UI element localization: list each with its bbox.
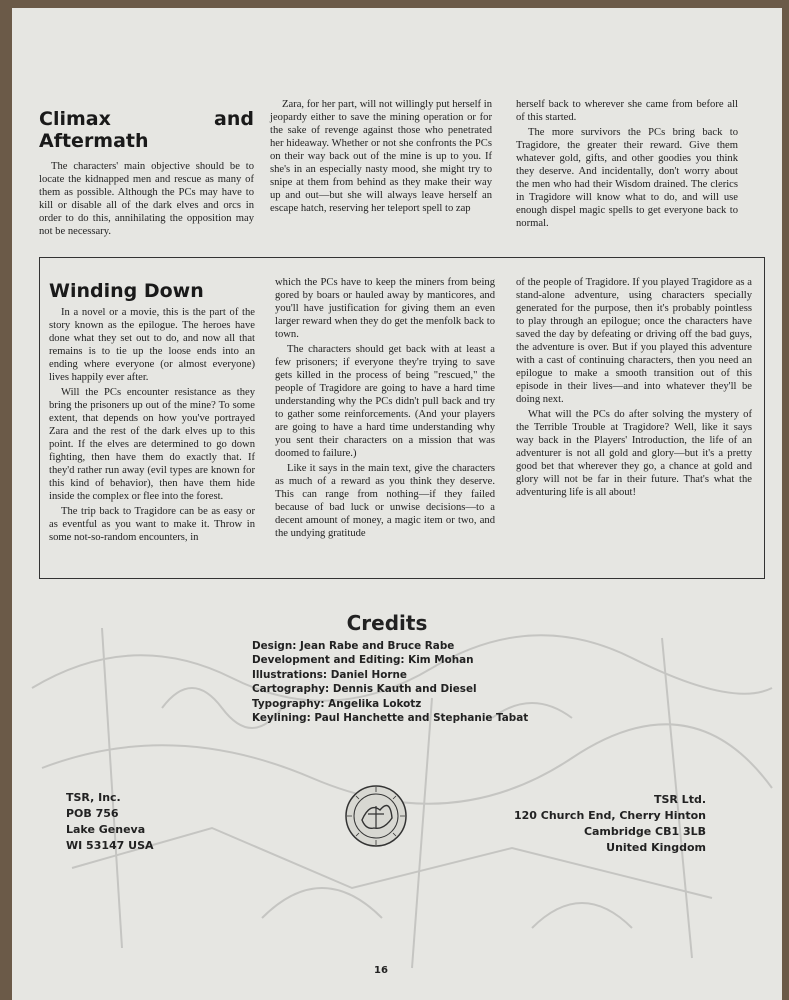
address-line: 120 Church End, Cherry Hinton: [513, 809, 706, 822]
paragraph: The trip back to Tragidore can be as easy or as eventful as you want to make it. Throw in some not-so-random encounters, in: [49, 506, 255, 543]
address-line: TSR Ltd.: [653, 793, 706, 806]
credit-line: Cartography: Dennis Kauth and Diesel: [252, 683, 477, 695]
address-line: United Kingdom: [606, 841, 706, 854]
address-line: TSR, Inc.: [66, 791, 121, 804]
credit-line: Keylining: Paul Hanchette and Stephanie Tabat: [252, 712, 529, 724]
address-line: Lake Geneva: [66, 823, 146, 836]
winding-heading: Winding Down: [49, 280, 204, 302]
winding-col-3: [516, 276, 752, 501]
climax-col-2: [270, 98, 492, 217]
climax-heading: Climax and Aftermath: [39, 108, 254, 152]
paragraph: The characters' main objective should be to locate the kidnapped men and rescue as many of them as possible. Although the PCs may have to kill or disable all of the dark elves and orcs in order to do this, annihilating the opposition may not be necessary.: [39, 161, 254, 237]
paragraph: What will the PCs do after solving the mystery of the Terrible Trouble at Tragidore? Well, like it says way back in the Players' Introduction, the life of an adventurer is not all gold and glory—but it's a pretty good bet that wherever they go, a chance at gold and glory will not be far in their future. That's what the adventuring life is all about!: [516, 409, 752, 498]
paragraph: herself back to wherever she came from before all of this started.: [516, 99, 738, 123]
paragraph: Like it says in the main text, give the characters as much of a reward as you think they deserve. This can range from nothing—if they failed because of bad luck or unwise decisions—to a decent amount of money, a magic item or two, and the undying gratitude: [275, 463, 495, 539]
paragraph: Will the PCs encounter resistance as they bring the prisoners up out of the mine? To some extent, that depends on how you've portrayed Zara and the rest of the dark elves up to this point. If the elves are determined to go down fighting, then have them do exactly that. If they'd rather run away (evil types are known for this kind of behavior), then have them hide inside the complex or flee into the forest.: [49, 387, 255, 502]
credit-line: Illustrations: Daniel Horne: [252, 668, 407, 681]
paragraph: The characters should get back with at least a few prisoners; if everyone they're trying to save gets killed in the process of being "rescued," the people of Tragidore are going to have a hard time understanding why the PCs didn't pull back and try to gather some reinforcements. (And your players are going to have a hard time understanding why you sent their characters on a mission that was doomed to failure.): [275, 344, 495, 459]
page-number: 16: [374, 965, 388, 976]
address-line: WI 53147 USA: [66, 839, 154, 852]
tsr-seal-icon: [344, 784, 408, 848]
climax-col-1: [39, 108, 254, 240]
paragraph: The more survivors the PCs bring back to Tragidore, the greater their reward. Give them whatever gold, gifts, and other goodies you think they deserve. And incidentally, don't worry about the men who had their Wisdom drained. The clerics in Tragidore will know what to do, and will use enough dispel magic spells to get everyone back to normal.: [516, 127, 738, 229]
address-line: POB 756: [66, 807, 119, 820]
paragraph: which the PCs have to keep the miners from being gored by boars or hauled away by manticores, and you'll have justification for giving them an even larger reward when they do get the menfolk back to town.: [275, 277, 495, 340]
credit-line: Development and Editing: Kim Mohan: [252, 654, 474, 666]
winding-col-2: [275, 276, 495, 542]
credit-line: Design: Jean Rabe and Bruce Rabe: [252, 639, 455, 652]
paragraph: Zara, for her part, will not willingly put herself in jeopardy either to save the mining operation or for the sake of revenge against those who penetrated her hideaway. Whether or not she confronts the PCs on their way back out of the mine is up to you. If she's in an especially nasty mood, she might try to snipe at them from behind as they make their way up and out—but she will always leave herself an escape hatch, reserving her teleport spell to zap: [270, 99, 492, 214]
winding-col-1: [49, 280, 255, 546]
credits-heading: Credits: [346, 611, 428, 635]
credits-block: [252, 611, 672, 726]
climax-col-3: [516, 98, 738, 232]
winding-down-sidebar: [39, 257, 765, 579]
credit-line: Typography: Angelika Lokotz: [252, 697, 422, 710]
paragraph: of the people of Tragidore. If you played Tragidore as a stand-alone adventure, using characters specially generated for the purpose, then it's probably pointless to play through an epilogue; once the characters have saved the day by defeating or driving off the bad guys, the adventure is over. But if you played this adventure with a cast of continuing characters, then you need an epilogue to make a smooth transition out of this episode in their lives—and into whatever they'll be doing next.: [516, 277, 752, 405]
address-uk: [514, 792, 706, 856]
paragraph: In a novel or a movie, this is the part of the story known as the epilogue. The heroes have done what they set out to do, and now all that remains is to tie up the loose ends into an ending where everyone (or almost everyone) lives happily ever after.: [49, 307, 255, 383]
document-page: [12, 8, 782, 1000]
address-us: [66, 790, 154, 854]
address-line: Cambridge CB1 3LB: [583, 825, 706, 838]
